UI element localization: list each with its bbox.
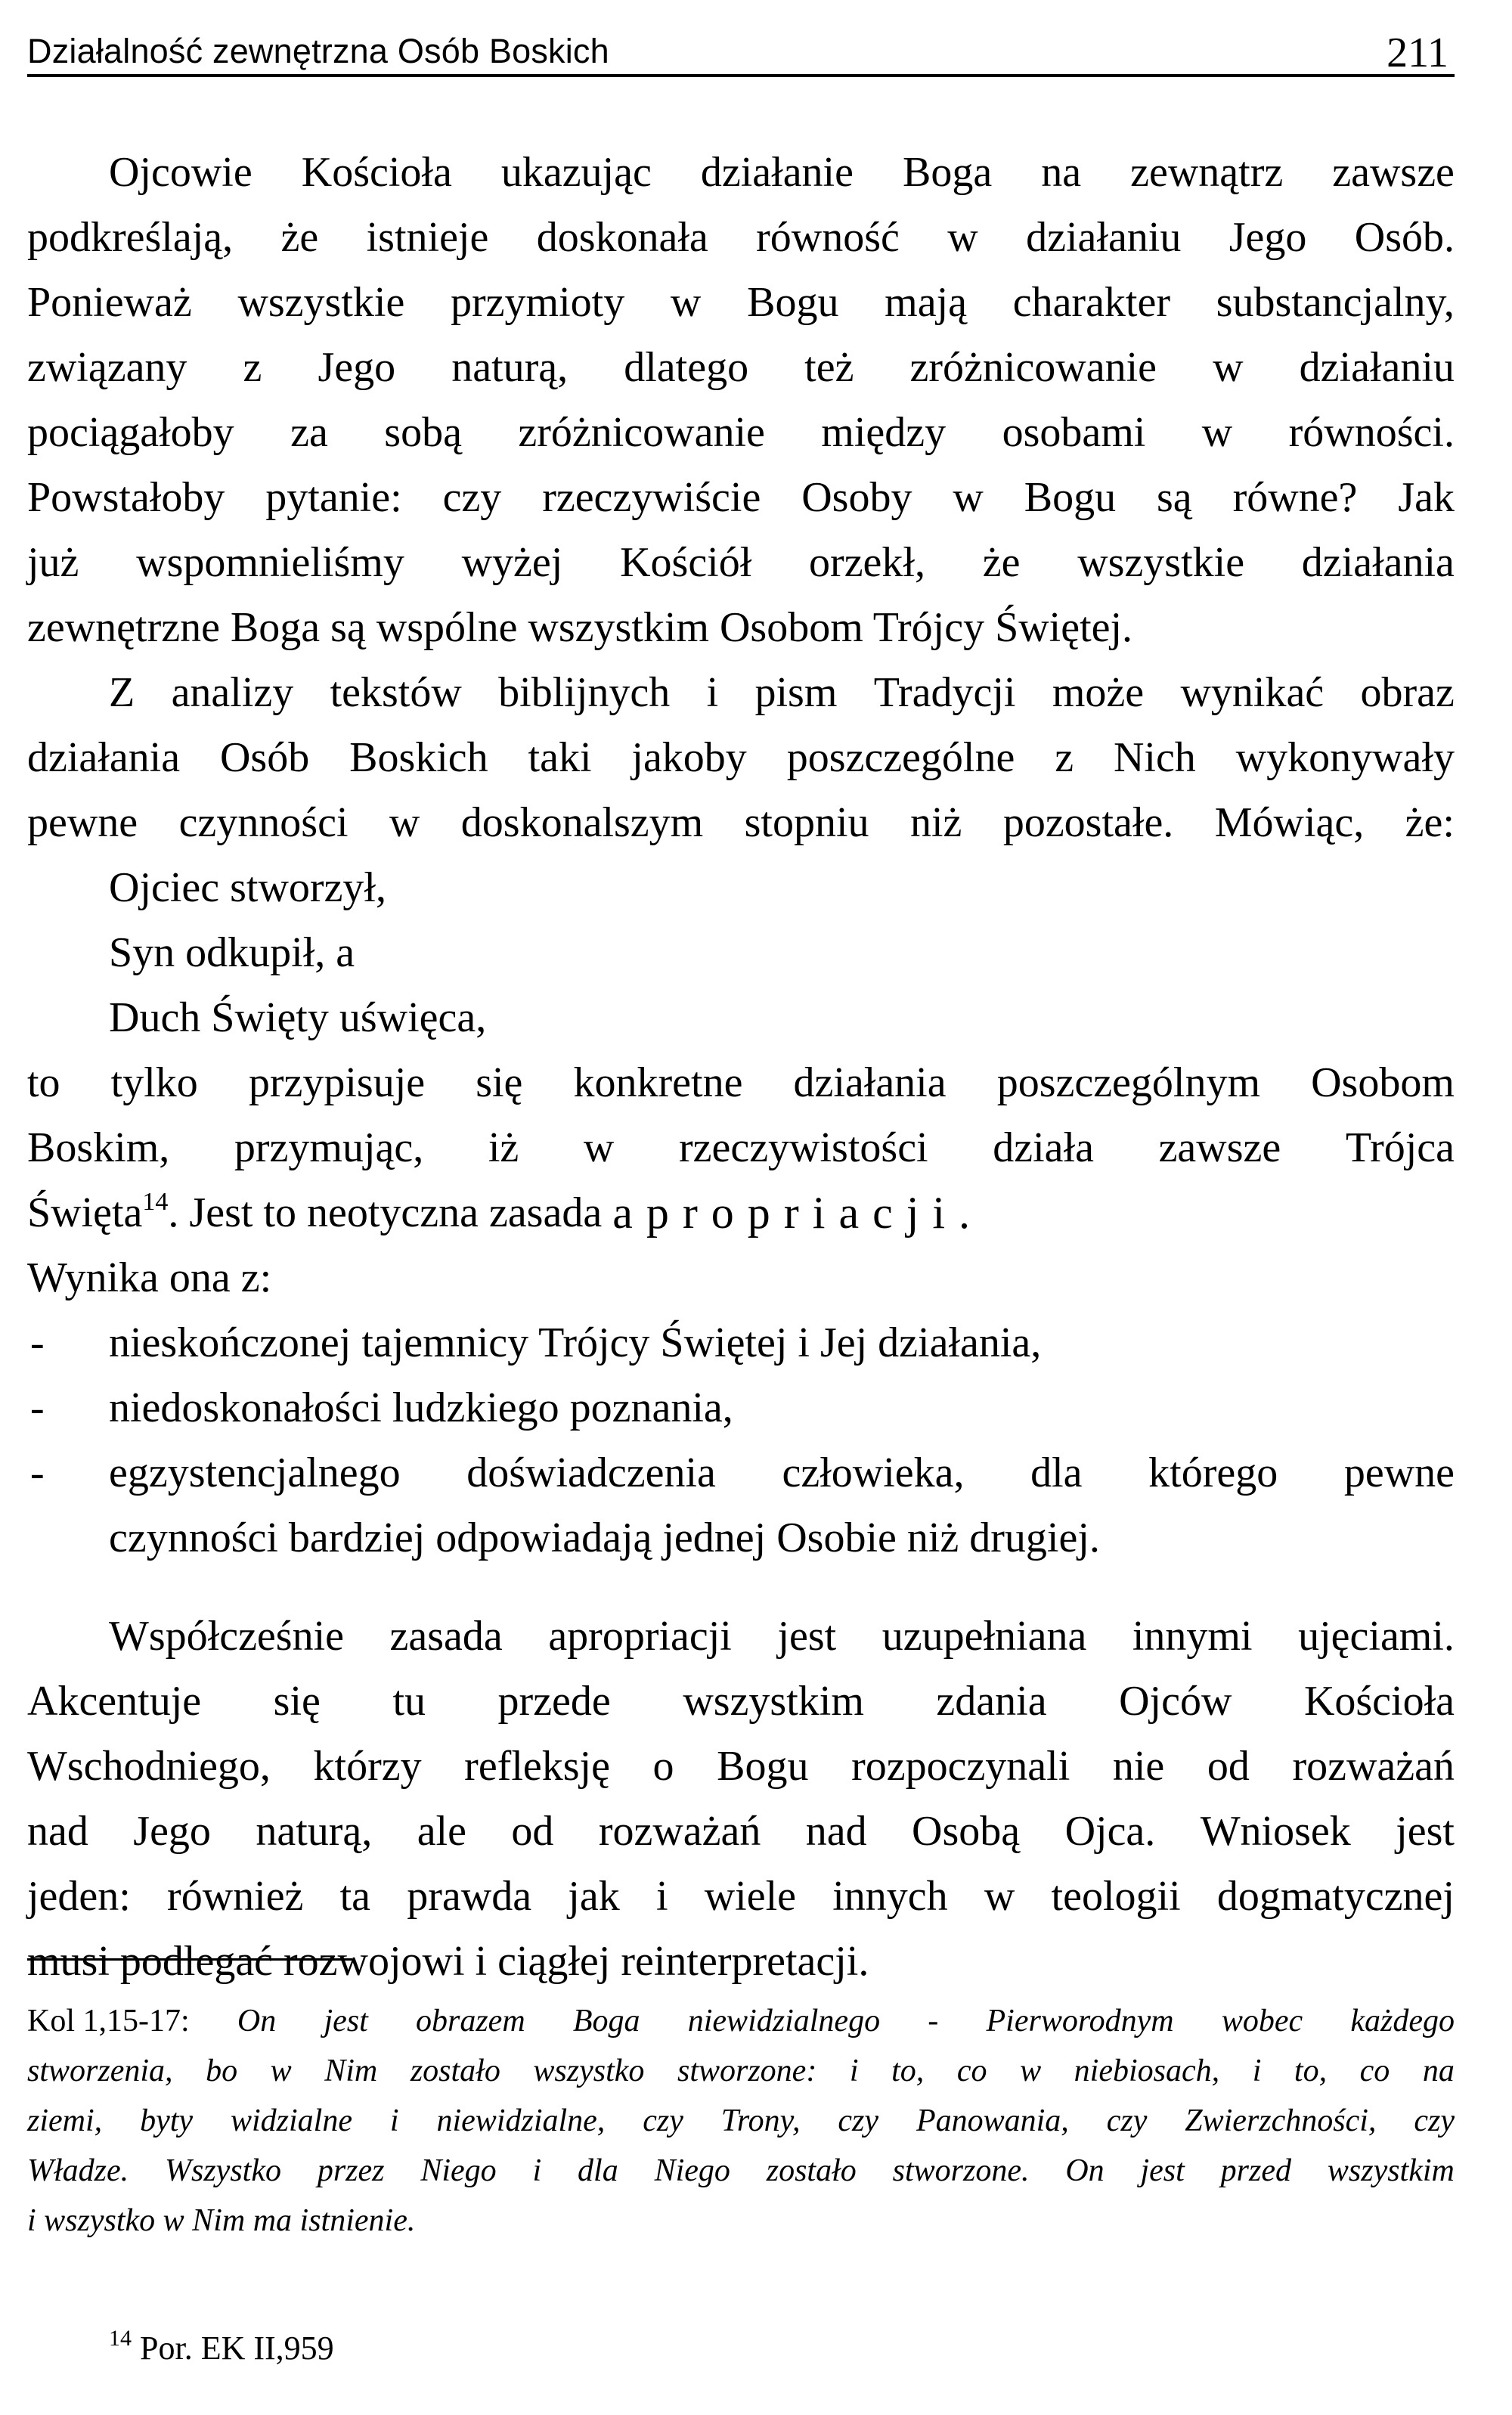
text-line-apropriation bbox=[27, 1180, 1455, 1245]
text-line: Boskim, przymując, iż w rzeczywistości działa zawsze Trójca bbox=[27, 1124, 1455, 1171]
text-fragment: . Jest to neotyczna zasada bbox=[168, 1189, 603, 1236]
list-dash: - bbox=[30, 1384, 45, 1431]
text-line: już wspomnieliśmy wyżej Kościół orzekł, że wszystkie działania bbox=[27, 539, 1455, 586]
text-line: pociągałoby za sobą zróżnicowanie między osobami w równości. bbox=[27, 409, 1455, 456]
text-line: Ponieważ wszystkie przymioty w Bogu mają charakter substancjalny, bbox=[27, 279, 1455, 326]
text-line: nad Jego naturą, ale od rozważań nad Osobą Ojca. Wniosek jest bbox=[27, 1808, 1455, 1855]
text-line: podkreślają, że istnieje doskonała równość w działaniu Jego Osób. bbox=[27, 214, 1455, 261]
spaced-term: apropriacji. bbox=[612, 1188, 984, 1238]
text-line: Wynika ona z: bbox=[27, 1254, 272, 1301]
footnotes bbox=[27, 1996, 1455, 2246]
page-number: 211 bbox=[1387, 29, 1448, 76]
list-item bbox=[27, 1440, 1455, 1505]
list-item-text: nieskończonej tajemnicy Trójcy Świętej i Jej działania, bbox=[109, 1319, 1042, 1366]
text-line: pewne czynności w doskonalszym stopniu niż pozostałe. Mówiąc, że: bbox=[27, 799, 1455, 846]
text-line: Ojcowie Kościoła ukazując działanie Boga na zewnątrz zawsze bbox=[109, 149, 1455, 196]
footnote-number: 14 bbox=[109, 2326, 132, 2351]
footnote-14 bbox=[109, 2326, 334, 2367]
text-line: jeden: również ta prawda jak i wiele innych w teologii dogmatycznej bbox=[27, 1873, 1455, 1920]
list-dash: - bbox=[30, 1449, 45, 1496]
text-line: Akcentuje się tu przede wszystkim zdania Ojców Kościoła bbox=[27, 1678, 1455, 1725]
list-item bbox=[27, 1375, 1455, 1440]
text-line: Z analizy tekstów biblijnych i pism Tradycji może wynikać obraz bbox=[109, 669, 1455, 716]
text-line: działania Osób Boskich taki jakoby poszczególne z Nich wykonywały bbox=[27, 734, 1455, 781]
formula-line: Syn odkupił, a bbox=[109, 929, 355, 976]
footnote-quote: i wszystko w Nim ma istnienie. bbox=[27, 2203, 416, 2238]
footnote-line: ziemi, byty widzialne i niewidzialne, czy Trony, czy Panowania, czy Zwierzchności, czy bbox=[27, 2103, 1455, 2138]
running-head: Działalność zewnętrzna Osób Boskich bbox=[27, 32, 609, 70]
text-line: Wschodniego, którzy refleksję o Bogu rozpoczynali nie od rozważań bbox=[27, 1743, 1455, 1790]
footnote-line bbox=[27, 2196, 1455, 2246]
list-item-continuation bbox=[27, 1505, 1455, 1570]
list-item-text: czynności bardziej odpowiadają jednej Osobie niż drugiej. bbox=[109, 1514, 1100, 1561]
text-fragment: Święta bbox=[27, 1189, 143, 1236]
list-dash: - bbox=[30, 1319, 45, 1366]
text-line: musi podlegać rozwojowi i ciągłej reinterpretacji. bbox=[27, 1938, 869, 1985]
formula-line: Ojciec stworzył, bbox=[109, 864, 386, 911]
footnote-text: Por. EK II,959 bbox=[140, 2330, 334, 2367]
text-line: Współcześnie zasada apropriacji jest uzupełniana innymi ujęciami. bbox=[109, 1613, 1455, 1660]
list-item-text: niedoskonałości ludzkiego poznania, bbox=[109, 1384, 733, 1431]
footnote-line: Kol 1,15-17: On jest obrazem Boga niewidzialnego - Pierworodnym wobec każdego bbox=[27, 1996, 1455, 2046]
footnote-ref-label: Kol 1,15-17: bbox=[27, 2004, 190, 2038]
text-line: Powstałoby pytanie: czy rzeczywiście Osoby w Bogu są równe? Jak bbox=[27, 474, 1455, 521]
text-line: to tylko przypisuje się konkretne działania poszczególnym Osobom bbox=[27, 1059, 1455, 1106]
page-header bbox=[27, 29, 1455, 77]
text-line: zewnętrzne Boga są wspólne wszystkim Osobom Trójcy Świętej. bbox=[27, 604, 1133, 651]
list-item bbox=[27, 1310, 1455, 1375]
footnote-ref: 14 bbox=[142, 1188, 169, 1216]
footnote-rule bbox=[27, 1958, 352, 1961]
footnote-line: stworzenia, bo w Nim zostało wszystko stworzone: i to, co w niebiosach, i to, co na bbox=[27, 2054, 1455, 2088]
footnote-line: Władze. Wszystko przez Niego i dla Niego zostało stworzone. On jest przed wszystkim bbox=[27, 2153, 1455, 2188]
main-text bbox=[27, 140, 1455, 1994]
text-line: związany z Jego naturą, dlatego też zróżnicowanie w działaniu bbox=[27, 344, 1455, 391]
book-page bbox=[27, 0, 1455, 2415]
formula-line: Duch Święty uświęca, bbox=[109, 994, 487, 1041]
list-item-text: egzystencjalnego doświadczenia człowieka, dla którego pewne bbox=[109, 1449, 1455, 1496]
